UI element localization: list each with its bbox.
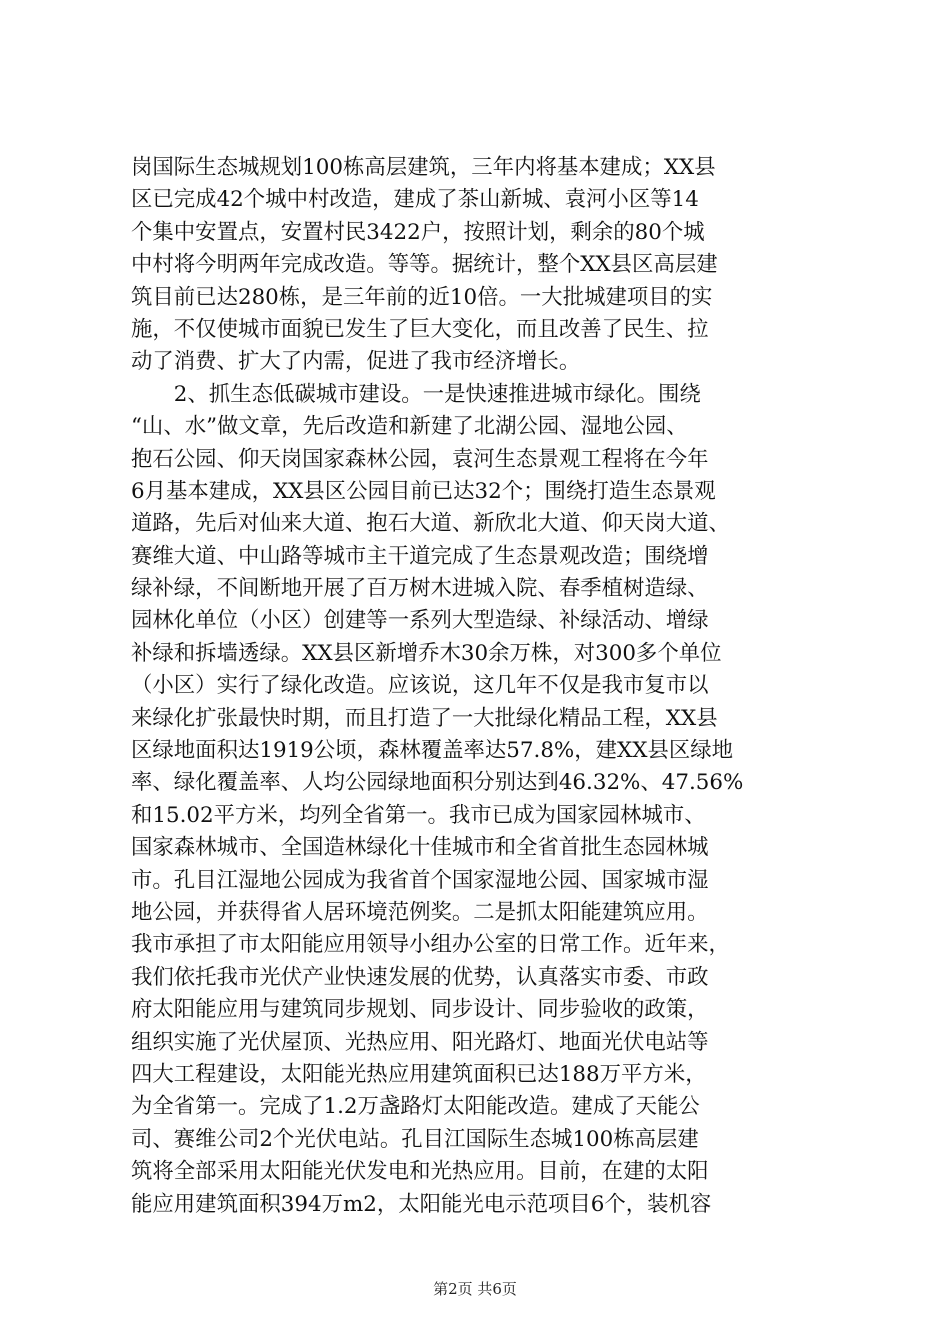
text-line: 施，不仅使城市面貌已发生了巨大变化，而且改善了民生、拉 (131, 316, 709, 342)
text-line: 补绿和拆墙透绿。XX县区新增乔木30余万株，对300多个单位 (131, 640, 722, 666)
text-line: 筑目前已达280栋，是三年前的近10倍。一大批城建项目的实 (131, 284, 713, 310)
text-line: 组织实施了光伏屋顶、光热应用、阳光路灯、地面光伏电站等 (131, 1029, 709, 1055)
text-line: 抱石公园、仰天岗国家森林公园，袁河生态景观工程将在今年 (131, 446, 709, 472)
text-line: 来绿化扩张最快时期，而且打造了一大批绿化精品工程，XX县 (131, 705, 718, 731)
text-line: 四大工程建设，太阳能光热应用建筑面积已达188万平方米， (131, 1061, 707, 1087)
text-line: 地公园，并获得省人居环境范例奖。二是抓太阳能建筑应用。 (131, 899, 709, 925)
text-line: 园林化单位（小区）创建等一系列大型造绿、补绿活动、增绿 (131, 608, 709, 634)
text-line: 中村将今明两年完成改造。等等。据统计，整个XX县区高层建 (131, 252, 718, 278)
text-line: 司、赛维公司2个光伏电站。孔目江国际生态城100栋高层建 (131, 1126, 699, 1152)
text-line: 区绿地面积达1919公顷，森林覆盖率达57.8%，建XX县区绿地 (131, 738, 734, 764)
text-line: （小区）实行了绿化改造。应该说，这几年不仅是我市复市以 (131, 673, 709, 699)
text-line: 2、抓生态低碳城市建设。一是快速推进城市绿化。围绕 (131, 381, 701, 407)
text-line: 为全省第一。完成了1.2万盏路灯太阳能改造。建成了天能公 (131, 1094, 700, 1120)
text-line: 个集中安置点，安置村民3422户，按照计划，剩余的80个城 (131, 219, 705, 245)
body-text (131, 152, 831, 1221)
text-line: 我市承担了市太阳能应用领导小组办公室的日常工作。近年来， (131, 932, 730, 958)
text-line: 6月基本建成，XX县区公园目前已达32个；围绕打造生态景观 (131, 478, 716, 504)
text-line: 动了消费、扩大了内需，促进了我市经济增长。 (131, 349, 581, 375)
text-line: 绿补绿，不间断地开展了百万树木进城入院、春季植树造绿、 (131, 576, 709, 602)
text-line: 率、绿化覆盖率、人均公园绿地面积分别达到46.32%、47.56% (131, 770, 744, 796)
text-line: 道路，先后对仙来大道、抱石大道、新欣北大道、仰天岗大道、 (131, 511, 730, 537)
text-line: 和15.02平方米，均列全省第一。我市已成为国家园林城市、 (131, 802, 706, 828)
page-footer: 第2页 共6页 (433, 1280, 517, 1298)
text-line: 岗国际生态城规划100栋高层建筑，三年内将基本建成；XX县 (131, 155, 716, 180)
text-line: 我们依托我市光伏产业快速发展的优势，认真落实市委、市政 (131, 964, 709, 990)
text-line: 国家森林城市、全国造林绿化十佳城市和全省首批生态园林城 (131, 835, 709, 861)
text-line: “山、水”做文章，先后改造和新建了北湖公园、湿地公园、 (131, 414, 688, 440)
text-line: 府太阳能应用与建筑同步规划、同步设计、同步验收的政策， (131, 997, 709, 1023)
text-line: 市。孔目江湿地公园成为我省首个国家湿地公园、国家城市湿 (131, 867, 709, 893)
text-line: 筑将全部采用太阳能光伏发电和光热应用。目前，在建的太阳 (131, 1159, 709, 1185)
text-line: 能应用建筑面积394万m2，太阳能光电示范项目6个，装机容 (131, 1191, 712, 1217)
text-line: 区已完成42个城中村改造，建成了茶山新城、袁河小区等14 (131, 187, 699, 213)
text-line: 赛维大道、中山路等城市主干道完成了生态景观改造；围绕增 (131, 543, 709, 569)
